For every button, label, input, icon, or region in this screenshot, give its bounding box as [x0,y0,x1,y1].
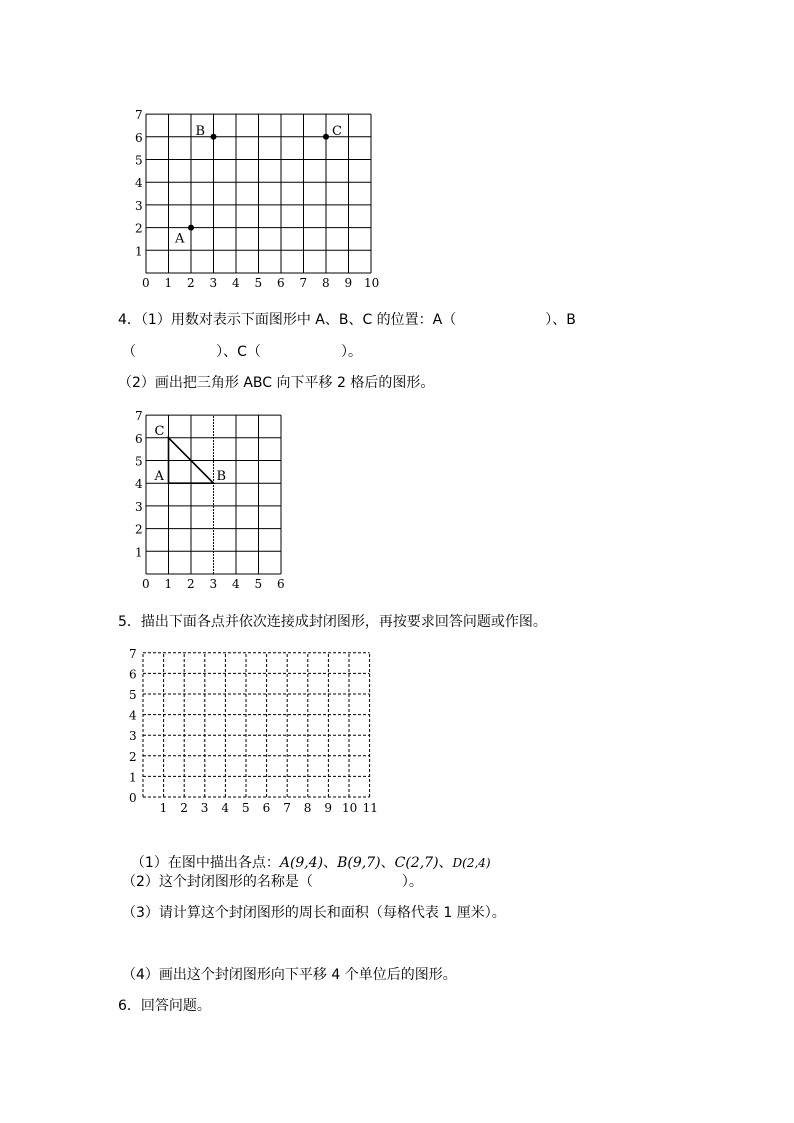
grid-3-y-tick: 2 [129,749,137,764]
grid-2-x-tick: 5 [254,577,263,591]
grid-2-y-tick: 2 [135,522,143,537]
q5-sub-3: （3）请计算这个封闭图形的周长和面积（每格代表 1 厘米）。 [122,905,506,921]
grid-3-lines [143,653,370,797]
separator: 、 [438,855,453,871]
grid-2-x-tick: 4 [232,577,240,591]
grid-2-y-tick: 6 [135,431,143,446]
grid-1-y-tick: 3 [135,198,143,213]
grid-3-x-tick: 3 [200,801,209,815]
grid-1-x-tick: 1 [164,276,173,290]
grid-1-x-tick: 5 [254,276,263,290]
grid-1-label-b: B [195,123,206,139]
grid-3-x-tick: 9 [324,801,333,815]
grid-1-x-tick: 2 [187,276,195,290]
grid-1-y-tick: 7 [135,108,143,123]
grid-1-x-tick: 3 [209,276,218,290]
grid-1-y-tick: 2 [135,221,143,236]
q4-line-2: （ ）、C（ ）。 [122,344,362,360]
grid-3-x-tick: 5 [242,801,250,815]
point-d-coord: D(2,4) [452,856,491,870]
q4-line-3: （2）画出把三角形 ABC 向下平移 2 格后的图形。 [118,375,435,391]
grid-2-x-tick: 0 [142,577,150,591]
grid-3-x-tick: 6 [262,801,271,815]
separator: 、 [323,855,338,871]
grid-2-label-a: A [154,469,164,485]
q4-line-1: 4．（1）用数对表示下面图形中 A、B、C 的位置：A（ ）、B [118,312,576,328]
grid-3-x-tick: 2 [180,801,188,815]
q5-sub-2: （2）这个封闭图形的名称是（ ）。 [122,874,423,890]
q5-sub-1-prefix: （1）在图中描出各点： [130,855,280,871]
grid-1-x-tick: 8 [322,276,330,290]
grid-3-x-tick: 10 [342,801,358,815]
grid-2-y-tick: 4 [135,477,143,492]
grid-2-x-tick: 2 [187,577,195,591]
grid-1-y-tick: 6 [135,130,143,145]
separator: 、 [380,855,395,871]
grid-1-x-tick: 6 [277,276,285,290]
q5-sub-4: （4）画出这个封闭图形向下平移 4 个单位后的图形。 [122,967,457,983]
grid-3-x-tick: 8 [303,801,312,815]
grid-1-x-tick: 10 [364,276,380,290]
grid-3-x-tick: 7 [283,801,291,815]
grid-2-x-tick: 6 [277,577,285,591]
grid-3-y-tick: 5 [129,688,137,702]
grid-3-axis-labels [129,647,378,815]
grid-2-label-b: B [216,469,227,485]
grid-2-y-tick: 3 [135,499,143,514]
point-c-coord: C(2,7) [394,855,439,871]
grid-1-y-tick: 4 [135,176,143,191]
grid-3-x-tick: 11 [362,801,378,815]
q6-title: 6．回答问题。 [118,998,211,1014]
q5-title: 5．描出下面各点并依次连接成封闭图形，再按要求回答问题或作图。 [118,614,547,630]
grid-3-y-tick: 7 [129,646,137,661]
grid-1-y-tick: 5 [135,153,143,168]
grid-3-y-tick: 6 [129,667,137,682]
grid-1-x-tick: 4 [232,276,240,290]
grid-3-y-tick: 1 [129,770,137,785]
grid-3-x-tick: 4 [221,801,230,815]
grid-2-y-tick: 7 [135,409,143,424]
grid-2-x-tick: 1 [164,577,173,591]
grid-3-y-tick: 3 [129,729,137,744]
grid-2-y-tick: 5 [135,454,143,469]
point-a-coord: A(9,4) [279,855,324,871]
grid-2-label-c: C [154,423,165,439]
grid-3-x-tick: 1 [159,801,168,815]
grid-1-label-a: A [175,231,185,247]
grid-1-x-tick: 0 [142,276,150,290]
grid-3-y-tick: 4 [129,708,137,723]
grid-1-x-tick: 9 [344,276,353,290]
grid-1-x-tick: 7 [299,276,308,290]
grid-2-y-tick: 1 [135,545,143,560]
point-b-coord: B(9,7) [337,855,381,871]
grid-3-y-tick: 0 [129,791,137,805]
grid-2-x-tick: 3 [209,577,218,591]
q5-sub-1 [122,836,491,872]
grid-1-y-tick: 1 [135,244,143,259]
grid-1-label-c: C [332,123,342,139]
